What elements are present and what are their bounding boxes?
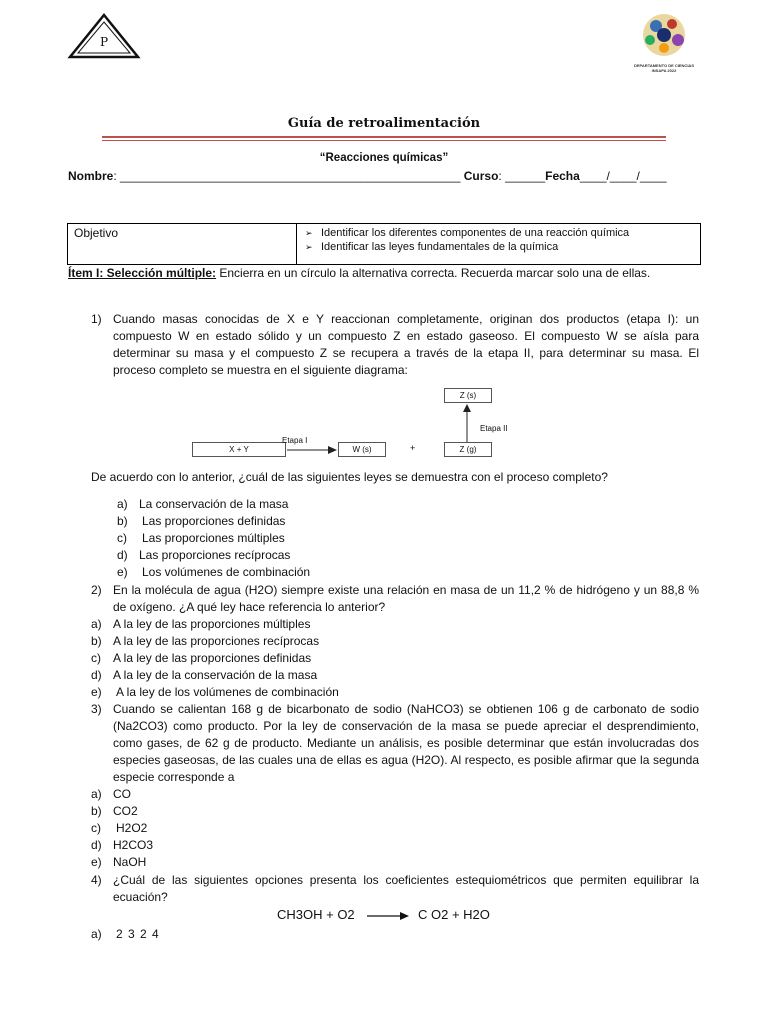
student-info-line[interactable] [68,169,667,183]
department-logo [628,12,700,76]
question-number: 2) [91,583,102,597]
option-text[interactable]: NaOH [113,855,147,869]
stage2-arrow-head [463,404,471,412]
question-text: En la molécula de agua (H2O) siempre existe una relación en masa de un 11,2 % de hidrógeno y un 88,8 % de oxígeno. ¿A qué ley hace referencia lo anterior? [113,583,699,614]
item-instruction: Encierra en un círculo la alternativa correcta. Recuerda marcar solo una de ellas. [216,266,651,280]
page-subtitle: “Reacciones químicas” [319,152,449,164]
option-text[interactable]: H2O2 [116,821,148,835]
objective-label: Objetivo [68,224,297,265]
curso-label: Curso [463,169,499,183]
question-prompt: De acuerdo con lo anterior, ¿cuál de las siguientes leyes se demuestra con el proceso completo? [91,470,608,484]
reaction-arrow-icon [366,910,410,922]
fecha-label: Fecha [545,169,580,183]
diagram-plus: + [410,443,416,453]
process-diagram [190,384,530,464]
option-text[interactable]: CO [113,787,131,801]
option-text[interactable]: CO2 [113,804,138,818]
department-name: DEPARTAMENTO DE CIENCIAS [633,63,694,68]
option-text[interactable]: Los volúmenes de combinación [142,565,311,579]
objective-item: ➢ Identificar las leyes fundamentales de la química [321,240,694,254]
diagram-reactants: X + Y [192,442,286,457]
fecha-field[interactable]: ____/____/____ [579,169,667,183]
option-letter: a) [91,787,102,801]
option-text[interactable]: Las proporciones definidas [142,514,286,528]
option-letter: e) [91,855,102,869]
diagram-stage2-label: Etapa II [480,424,508,433]
equation-reactants: CH3OH + O2 [277,907,355,922]
option-text[interactable]: H2CO3 [113,838,154,852]
diagram-w-solid: W (s) [338,442,386,457]
globe-icon [636,12,692,58]
diagram-z-gas: Z (g) [444,442,492,457]
option-text[interactable]: Las proporciones múltiples [142,531,285,545]
objective-item: ➢ Identificar los diferentes componentes de una reacción química [321,226,694,240]
option-letter: b) [91,634,102,648]
option-letter: b) [91,804,102,818]
question-text: ¿Cuál de las siguientes opciones presenta los coeficientes estequiométricos que permiten equilibrar la ecuación? [113,873,699,904]
option-text[interactable]: 2 3 2 4 [116,927,160,941]
objective-list-cell [297,224,701,265]
name-field[interactable]: : ___________________________________________________ [113,169,461,183]
equation-products: C O2 + H2O [418,907,490,922]
svg-text:P: P [99,35,109,49]
option-letter: a) [91,617,102,631]
option-letter: e) [117,565,128,579]
option-letter: c) [91,651,101,665]
school-logo [66,12,142,60]
question-number: 3) [91,702,102,716]
department-year: INSAPA 2022 [651,68,677,73]
option-text[interactable]: A la ley de las proporciones múltiples [113,617,311,631]
question-text: Cuando se calientan 168 g de bicarbonato de sodio (NaHCO3) se obtienen 106 g de carbonato de sodio (Na2CO3) como producto. Por la ley de conservación de la masa se puede apreciar el desprendimiento, como gases, de 62 g de producto. Mediante un análisis, es posible determinar que están involucradas dos especies gaseosas, de las cuales una de ellas es agua (H2O). Al respecto, es posible afirmar que la segunda especie corresponde a [113,702,699,784]
option-text[interactable]: A la ley de las proporciones recíprocas [113,634,320,648]
diagram-z-solid: Z (s) [444,388,492,403]
question-text: Cuando masas conocidas de X e Y reaccionan completamente, originan dos productos (etapa I): un compuesto W en estado sólido y un compuesto Z en estado gaseoso. El compuesto W se aísla para determinar su masa y el compuesto Z se recupera a través de la etapa II, para determinar su masa. El proceso completo se muestra en el siguiente diagrama: [113,312,699,377]
stage1-arrow-head [328,446,337,454]
objective-table [67,223,701,265]
curso-field[interactable]: : ______ [498,169,546,183]
title-divider-thin [102,140,666,141]
option-letter: d) [91,838,102,852]
option-letter: b) [117,514,128,528]
question-number: 1) [91,312,102,326]
option-letter: c) [117,531,127,545]
question-number: 4) [91,873,102,887]
item-heading: Ítem I: Selección múltiple: [68,266,217,280]
option-text[interactable]: A la ley de las proporciones definidas [113,651,312,665]
option-letter: d) [91,668,102,682]
option-text[interactable]: La conservación de la masa [139,497,289,511]
option-text[interactable]: Las proporciones recíprocas [139,548,291,562]
diagram-stage1-label: Etapa I [282,436,308,445]
option-letter: c) [91,821,101,835]
item-instructions [68,265,702,282]
name-label: Nombre [68,169,114,183]
option-letter: a) [117,497,128,511]
page-title: Guía de retroalimentación [287,116,481,131]
option-text[interactable]: A la ley de la conservación de la masa [113,668,318,682]
option-letter: a) [91,927,102,941]
title-divider [102,136,666,138]
option-letter: e) [91,685,102,699]
option-text[interactable]: A la ley de los volúmenes de combinación [116,685,339,699]
option-letter: d) [117,548,128,562]
